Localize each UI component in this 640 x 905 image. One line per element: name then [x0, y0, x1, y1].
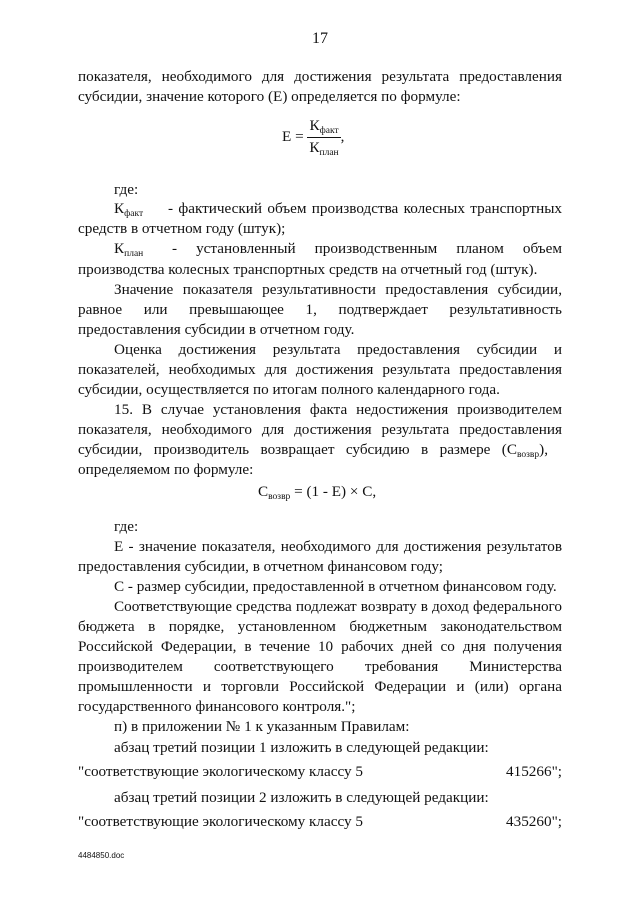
paragraph-line: определяемом по формуле:: [78, 461, 254, 478]
formula-e-denominator: $К_{план}$: [309, 139, 339, 158]
paragraph-line: С - размер субсидии, предоставленной в отчетном финансовом году.: [114, 578, 557, 595]
definition-kfakt: $К_{факт}$ - фактический объем производства колесных транспортных: [114, 200, 562, 219]
row-value: 435260";: [506, 813, 562, 830]
paragraph-line: промышленности и торговли Российской Федерации и (или) органа: [78, 678, 562, 695]
paragraph-line: производства колесных транспортных средств на отчетный год (штук).: [78, 261, 538, 278]
formula-e-numerator: $К_{факт}$: [309, 117, 339, 136]
row-value: 415266";: [506, 763, 562, 780]
row-label: "соответствующие экологическому классу 5: [78, 763, 363, 780]
paragraph-line: средств в отчетном году (штук);: [78, 220, 286, 237]
table-row: [78, 812, 562, 832]
formula-return-rhs: = (1 - E) × С,: [294, 483, 377, 500]
formula-e-fraction: [307, 117, 340, 158]
paragraph-line: субсидии, осуществляется по итогам полного календарного года.: [78, 381, 500, 398]
definition-kplan: $К_{план}$ - установленный производственным планом объем: [114, 240, 562, 259]
formula-e: [282, 117, 344, 158]
paragraph-line: Оценка достижения результата предоставления субсидии и: [114, 341, 562, 358]
paragraph-line: показателей, необходимых для достижения результата предоставления: [78, 361, 562, 378]
paragraph-line: бюджета в порядке, установленном бюджетным законодательством: [78, 618, 562, 635]
formula-return: $С_{возвр} = (1 - E) \times С$,: [258, 483, 377, 502]
paragraph-line: государственного финансового контроля.";: [78, 698, 356, 715]
where-label: где:: [114, 181, 139, 198]
paragraph-line: равное или превышающее 1, подтверждает результативность: [78, 301, 562, 318]
paragraph-line: Российской Федерации, в течение 10 рабочих дней со дня получения: [78, 638, 562, 655]
formula-e-lhs: E =: [282, 127, 304, 145]
table-row: [78, 762, 562, 782]
paragraph-line: Значение показателя результативности предоставления субсидии,: [114, 281, 562, 298]
page-number: 17: [312, 30, 328, 47]
paragraph-line: показателя, необходимого для достижения результата предоставления: [78, 421, 562, 438]
paragraph-line: субсидии, значение которого (E) определяется по формуле:: [78, 88, 461, 105]
paragraph-line: абзац третий позиции 1 изложить в следующей редакции:: [114, 739, 489, 756]
paragraph-line: абзац третий позиции 2 изложить в следующей редакции:: [114, 789, 489, 806]
paragraph-line: предоставления субсидии в отчетном году.: [78, 321, 355, 338]
paragraph-line: предоставления субсидии, в отчетном финансовом году;: [78, 558, 443, 575]
paragraph-line: производителем соответствующего требования Министерства: [78, 658, 562, 675]
row-label: "соответствующие экологическому классу 5: [78, 813, 363, 830]
paragraph-line: 15. В случае установления факта недостижения производителем: [114, 401, 562, 418]
footer-filename: 4484850.doc: [78, 851, 125, 860]
paragraph-line: п) в приложении № 1 к указанным Правилам:: [114, 718, 410, 735]
paragraph-line: E - значение показателя, необходимого для достижения результатов: [114, 538, 562, 555]
formula-e-tail: ,: [340, 127, 345, 145]
where-label: где:: [114, 518, 139, 535]
paragraph-line: Соответствующие средства подлежат возврату в доход федерального: [114, 598, 562, 615]
paragraph-line: показателя, необходимого для достижения результата предоставления: [78, 68, 562, 85]
paragraph-line-with-symbol: субсидии, производитель возвращает субсидию в размере $(С_{возвр})$,: [78, 441, 549, 460]
